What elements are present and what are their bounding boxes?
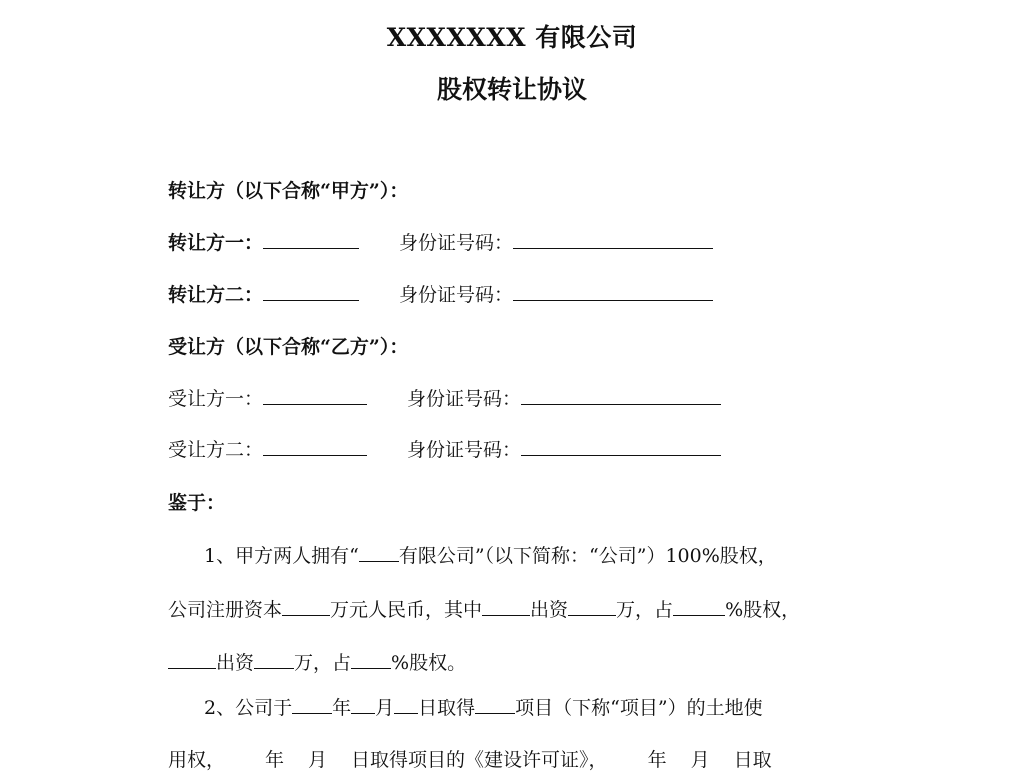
document-title: 股权转让协议 — [436, 75, 587, 104]
transferee-one-row — [168, 384, 721, 411]
clause-text: 月 — [308, 749, 328, 771]
clause-text: 项目（下称“项目”）的土地使 — [515, 697, 763, 719]
clause-text: 月 — [690, 749, 710, 771]
transferor-one-row — [168, 228, 713, 255]
clause-text: 万，占 — [616, 599, 674, 621]
clause-2-line-1 — [204, 693, 763, 720]
company-name: XXXXXXX 有限公司 — [386, 23, 638, 52]
transferor-two-blank — [263, 280, 359, 301]
transferee-two-id-blank — [521, 435, 721, 456]
transferee-one-label: 受让方一： — [168, 388, 264, 410]
transferor-two-row — [168, 280, 713, 307]
amount-blank — [254, 648, 294, 669]
id-number-label: 身份证号码： — [399, 284, 514, 306]
transferor-two-label: 转让方二： — [168, 284, 264, 306]
clause-text: 1、甲方两人拥有“ — [204, 545, 359, 567]
clause-text: 年 — [332, 697, 352, 719]
clause-text: 年 — [647, 749, 667, 771]
transferor-heading: 转让方（以下合称“甲方”）： — [168, 180, 409, 202]
transferor-one-label: 转让方一： — [168, 232, 264, 254]
transferee-two-label: 受让方二： — [168, 439, 264, 461]
month-blank — [351, 693, 375, 714]
clause-text: 日取得项目的《建设许可证》， — [351, 749, 608, 771]
clause-1-line-2 — [168, 595, 800, 622]
clause-text: 万，占 — [294, 652, 352, 674]
transferee-one-blank — [263, 384, 367, 405]
clause-text: 年 — [265, 749, 285, 771]
transferor-one-id-blank — [513, 228, 713, 249]
clause-text: 用权， — [168, 749, 226, 771]
clause-text: 万元人民币，其中 — [330, 599, 483, 621]
transferee-one-id-blank — [521, 384, 721, 405]
year-blank — [292, 693, 332, 714]
id-number-label: 身份证号码： — [407, 439, 522, 461]
id-number-label: 身份证号码： — [399, 232, 514, 254]
day-blank — [394, 693, 418, 714]
clause-text: 日取 — [733, 749, 772, 771]
percent-blank — [351, 648, 391, 669]
clause-1-line-3 — [168, 648, 466, 675]
clause-text: 月 — [375, 697, 395, 719]
transferor-one-blank — [263, 228, 359, 249]
clause-text: 有限公司”（以下简称：“公司”）100%股权， — [398, 545, 777, 567]
clause-text: 公司注册资本 — [168, 599, 283, 621]
id-number-label: 身份证号码： — [407, 388, 522, 410]
amount-blank — [568, 595, 616, 616]
holder-blank — [482, 595, 530, 616]
percent-blank — [673, 595, 725, 616]
project-blank — [475, 693, 515, 714]
clause-text: %股权， — [725, 599, 801, 621]
transferee-two-row — [168, 435, 721, 462]
clause-text: 日取得 — [418, 697, 476, 719]
clause-1-line-1 — [204, 541, 777, 568]
clause-text: %股权。 — [391, 652, 467, 674]
holder-blank — [168, 648, 216, 669]
clause-text: 出资 — [530, 599, 569, 621]
transferee-heading: 受让方（以下合称“乙方”）： — [168, 336, 409, 358]
capital-blank — [282, 595, 330, 616]
transferor-two-id-blank — [513, 280, 713, 301]
company-name-blank — [359, 541, 399, 562]
clause-text: 2、公司于 — [204, 697, 293, 719]
transferee-two-blank — [263, 435, 367, 456]
whereas-heading: 鉴于： — [168, 492, 226, 514]
clause-text: 出资 — [216, 652, 255, 674]
